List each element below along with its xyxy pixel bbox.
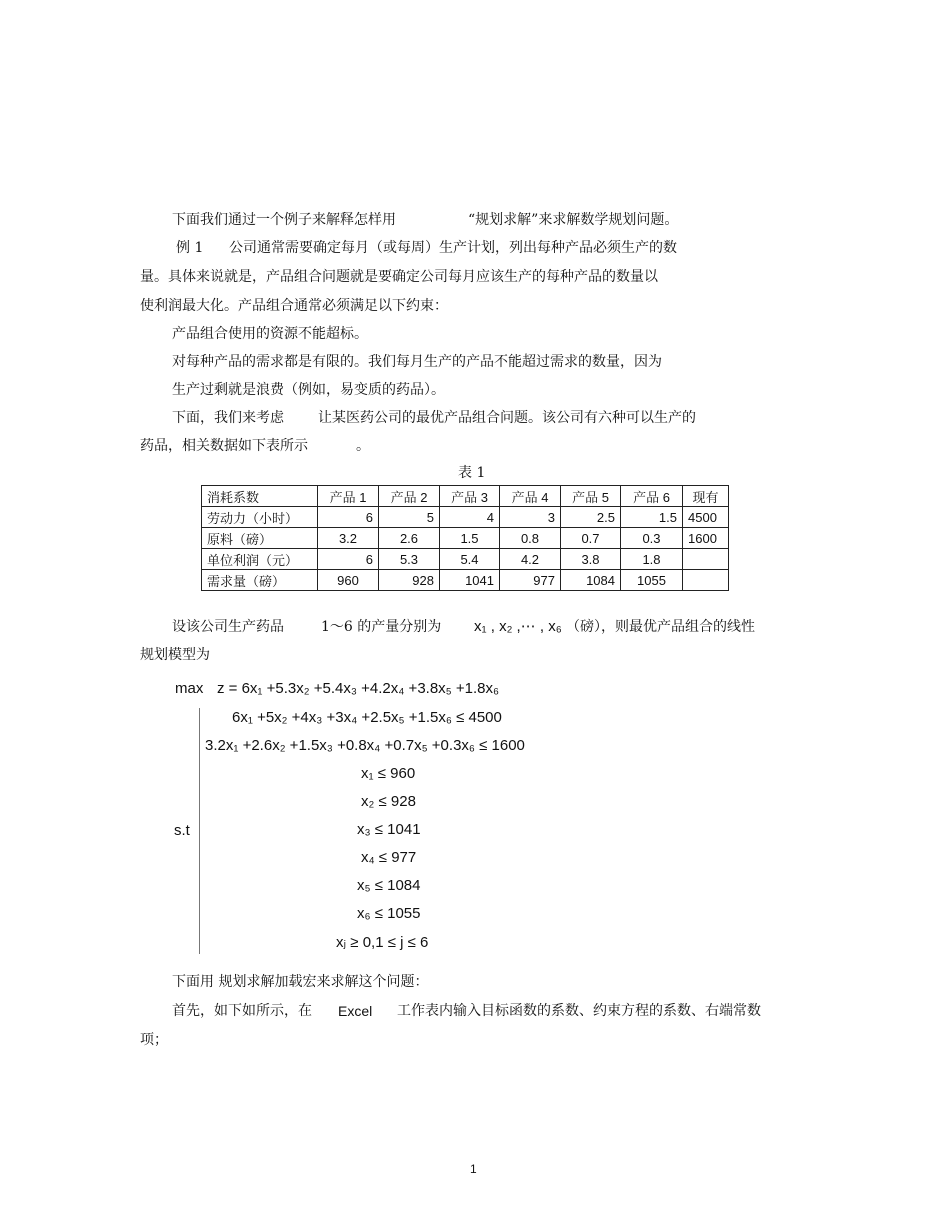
table-cell: 0.8 xyxy=(500,528,561,549)
table-cell: 劳动力（小时） xyxy=(202,507,318,528)
table-cell: 1.5 xyxy=(440,528,500,549)
table-cell: 5 xyxy=(379,507,440,528)
table-cell: 2.6 xyxy=(379,528,440,549)
table-header-cell: 产品 3 xyxy=(440,486,500,507)
table-cell: 1055 xyxy=(621,570,683,591)
example-text-line3: 使利润最大化。产品组合通常必须满足以下约束： xyxy=(140,298,448,314)
table-cell: 4 xyxy=(440,507,500,528)
table-row xyxy=(202,528,729,549)
constraint-nonnegativity: xⱼ ≥ 0,1 ≤ j ≤ 6 xyxy=(336,934,429,951)
excel-text-part1: 首先，如下如所示，在 xyxy=(172,1003,312,1019)
constraint-demand-1: x₁ ≤ 960 xyxy=(361,765,416,782)
subject-to-label: s.t xyxy=(174,822,190,839)
table-header-cell: 产品 4 xyxy=(500,486,561,507)
table-cell: 单位利润（元） xyxy=(202,549,318,570)
constraint-demand-5: x₅ ≤ 1084 xyxy=(357,877,421,894)
objective-function: z = 6x₁ +5.3x₂ +5.4x₃ +4.2x₄ +3.8x₅ +1.8x₆ xyxy=(217,680,500,697)
table-header-row xyxy=(202,486,729,507)
variables-text-part1: 设该公司生产药品 xyxy=(172,619,284,635)
table-header-cell: 消耗系数 xyxy=(202,486,318,507)
table-cell: 960 xyxy=(318,570,379,591)
table-cell: 原料（磅） xyxy=(202,528,318,549)
table-cell: 1.8 xyxy=(621,549,683,570)
table-cell: 928 xyxy=(379,570,440,591)
excel-text-part3: 工作表内输入目标函数的系数、约束方程的系数、右端常数 xyxy=(397,1003,761,1019)
table-cell: 4500 xyxy=(683,507,729,528)
example-text-line1: 公司通常需要确定每月（或每周）生产计划，列出每种产品必须生产的数 xyxy=(229,240,677,256)
variables-math: x₁ , x₂ ,⋯ , x₆ xyxy=(474,618,562,635)
constraint-demand-6: x₆ ≤ 1055 xyxy=(357,905,421,922)
table-cell xyxy=(683,570,729,591)
table-cell: 3.8 xyxy=(561,549,621,570)
table-cell: 1.5 xyxy=(621,507,683,528)
constraint-demand-text-line1: 对每种产品的需求都是有限的。我们每月生产的产品不能超过需求的数量，因为 xyxy=(172,354,662,370)
table-header-cell: 产品 5 xyxy=(561,486,621,507)
table-cell: 2.5 xyxy=(561,507,621,528)
consider-text-part1: 下面，我们来考虑 xyxy=(172,410,284,426)
table-cell: 6 xyxy=(318,507,379,528)
consider-text-period: 。 xyxy=(356,438,370,454)
excel-text-part2: Excel xyxy=(338,1003,373,1019)
table-header-cell: 产品 6 xyxy=(621,486,683,507)
constraint-demand-2: x₂ ≤ 928 xyxy=(361,793,416,810)
table-cell: 1600 xyxy=(683,528,729,549)
table-cell: 977 xyxy=(500,570,561,591)
example-text-line2: 量。具体来说就是，产品组合问题就是要确定公司每月应该生产的每种产品的数量以 xyxy=(140,269,658,285)
table-cell: 5.3 xyxy=(379,549,440,570)
table-cell: 3.2 xyxy=(318,528,379,549)
table-cell: 需求量（磅） xyxy=(202,570,318,591)
intro-text-part2: “规划求解”来求解数学规划问题。 xyxy=(468,212,679,228)
solver-intro-text: 下面用 规划求解加载宏来求解这个问题： xyxy=(172,974,429,990)
table-cell: 3 xyxy=(500,507,561,528)
page-number: 1 xyxy=(470,1162,477,1176)
constraint-labor: 6x₁ +5x₂ +4x₃ +3x₄ +2.5x₅ +1.5x₆ ≤ 4500 xyxy=(232,709,502,726)
table-row xyxy=(202,549,729,570)
consider-text-part2: 让某医药公司的最优产品组合问题。该公司有六种可以生产的 xyxy=(318,410,696,426)
table-cell xyxy=(683,549,729,570)
table-header-cell: 产品 2 xyxy=(379,486,440,507)
table-header-cell: 产品 1 xyxy=(318,486,379,507)
table-cell: 0.3 xyxy=(621,528,683,549)
table-cell: 1041 xyxy=(440,570,500,591)
excel-text-line2: 项； xyxy=(140,1032,168,1048)
variables-text-part2: 1～6 的产量分别为 xyxy=(321,619,442,635)
table-cell: 5.4 xyxy=(440,549,500,570)
product-data-table xyxy=(201,485,729,591)
table-row xyxy=(202,570,729,591)
example-label: 例 1 xyxy=(176,240,204,256)
intro-text-part1: 下面我们通过一个例子来解释怎样用 xyxy=(172,212,396,228)
constraint-material: 3.2x₁ +2.6x₂ +1.5x₃ +0.8x₄ +0.7x₅ +0.3x₆ ≤ 1600 xyxy=(205,737,525,754)
table-cell: 4.2 xyxy=(500,549,561,570)
table-row xyxy=(202,507,729,528)
constraint-resource-text: 产品组合使用的资源不能超标。 xyxy=(172,326,368,342)
constraint-demand-4: x₄ ≤ 977 xyxy=(361,849,417,866)
table-caption: 表 1 xyxy=(458,465,486,481)
table-cell: 1084 xyxy=(561,570,621,591)
table-header-cell: 现有 xyxy=(683,486,729,507)
table-cell: 6 xyxy=(318,549,379,570)
objective-max-label: max xyxy=(175,680,204,697)
variables-text-line2: 规划模型为 xyxy=(140,647,210,663)
consider-text-line2: 药品，相关数据如下表所示 xyxy=(140,438,308,454)
variables-text-part3: （磅），则最优产品组合的线性 xyxy=(566,619,755,635)
constraint-demand-text-line2: 生产过剩就是浪费（例如，易变质的药品）。 xyxy=(172,382,445,398)
table-cell: 0.7 xyxy=(561,528,621,549)
constraint-demand-3: x₃ ≤ 1041 xyxy=(357,821,421,838)
